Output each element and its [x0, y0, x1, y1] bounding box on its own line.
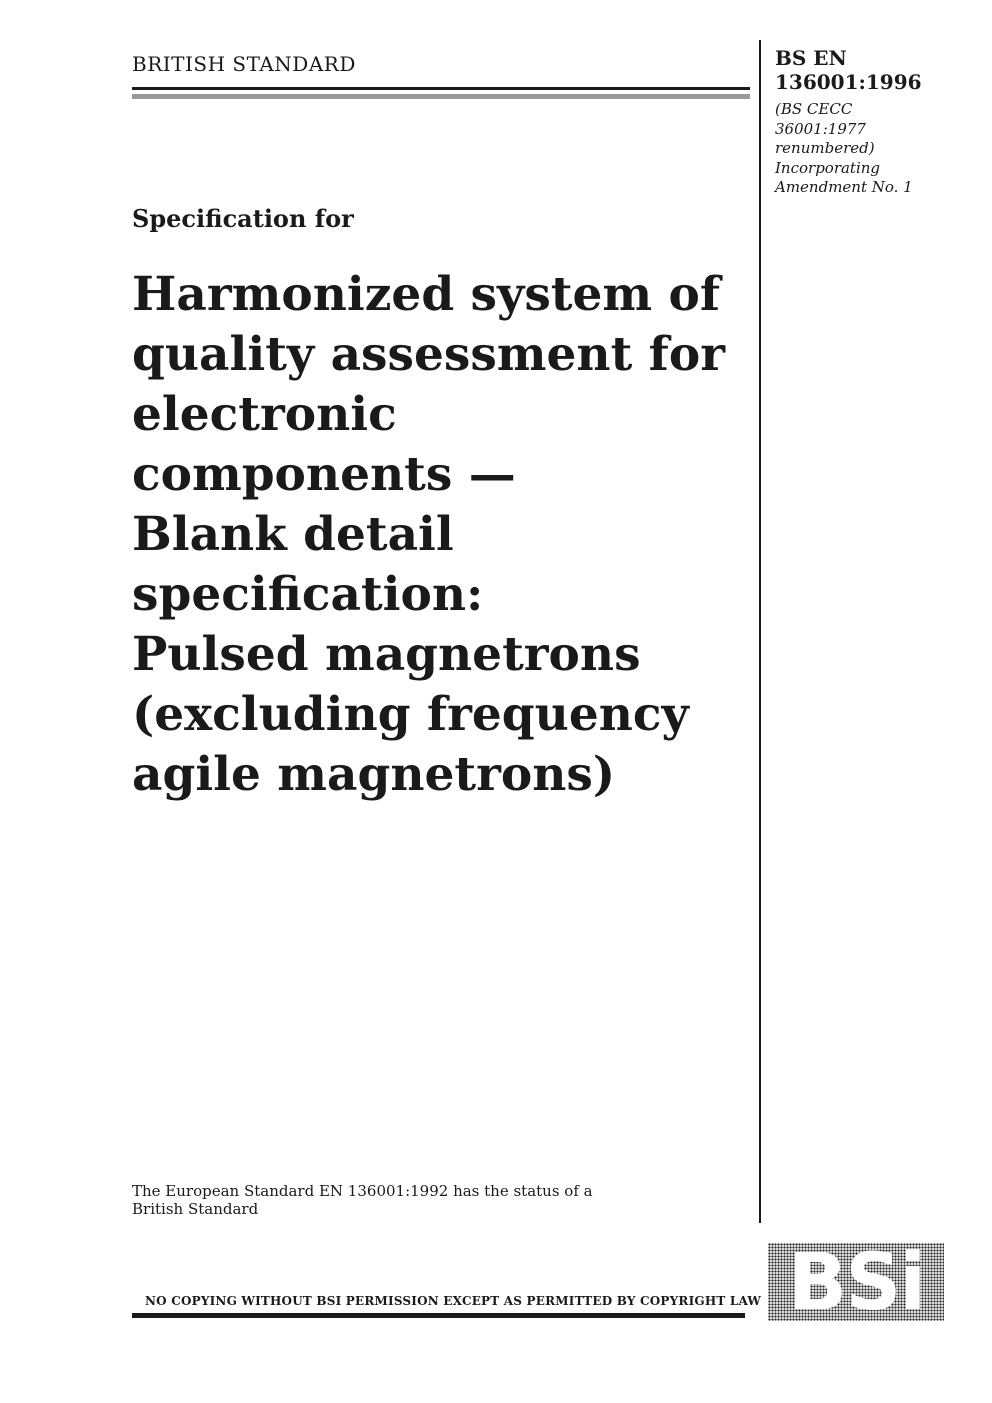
- bsi-logo-text: BSi: [787, 1243, 925, 1321]
- status-line: The European Standard EN 136001:1992 has the status of a: [132, 1182, 593, 1200]
- title-line: agile magnetrons): [132, 747, 616, 802]
- title-line: Pulsed magnetrons: [132, 627, 641, 682]
- standard-note-line: Amendment No. 1: [775, 178, 913, 196]
- title-line: components —: [132, 447, 516, 502]
- standard-number-line: BS EN: [775, 46, 847, 70]
- standard-note-line: renumbered): [775, 139, 875, 157]
- status-line: British Standard: [132, 1200, 259, 1218]
- standard-note-line: 36001:1977: [775, 119, 866, 138]
- title-prefix: Specification for: [132, 204, 354, 233]
- document-title: [132, 265, 742, 805]
- document-category-label: BRITISH STANDARD: [132, 52, 356, 76]
- copyright-notice: NO COPYING WITHOUT BSI PERMISSION EXCEPT AS PERMITTED BY COPYRIGHT LAW: [145, 1294, 762, 1308]
- bsi-logo: [768, 1243, 944, 1321]
- title-line: quality assessment for: [132, 327, 725, 382]
- standard-number: [775, 46, 922, 94]
- standard-number-line: 136001:1996: [775, 70, 922, 94]
- status-statement: [132, 1182, 652, 1218]
- standard-note-line: Incorporating: [775, 158, 881, 177]
- title-line: Harmonized system of: [132, 267, 721, 322]
- title-line: Blank detail: [132, 507, 454, 562]
- standard-note-line: (BS CECC: [775, 100, 853, 118]
- column-divider: [759, 40, 761, 1223]
- title-line: electronic: [132, 387, 397, 442]
- header-rule-shaded: [132, 94, 750, 99]
- title-line: (excluding frequency: [132, 687, 689, 742]
- title-line: specification:: [132, 567, 484, 622]
- standard-notes: [775, 100, 945, 198]
- footer-rule: [132, 1313, 745, 1318]
- header-rule: [132, 87, 750, 90]
